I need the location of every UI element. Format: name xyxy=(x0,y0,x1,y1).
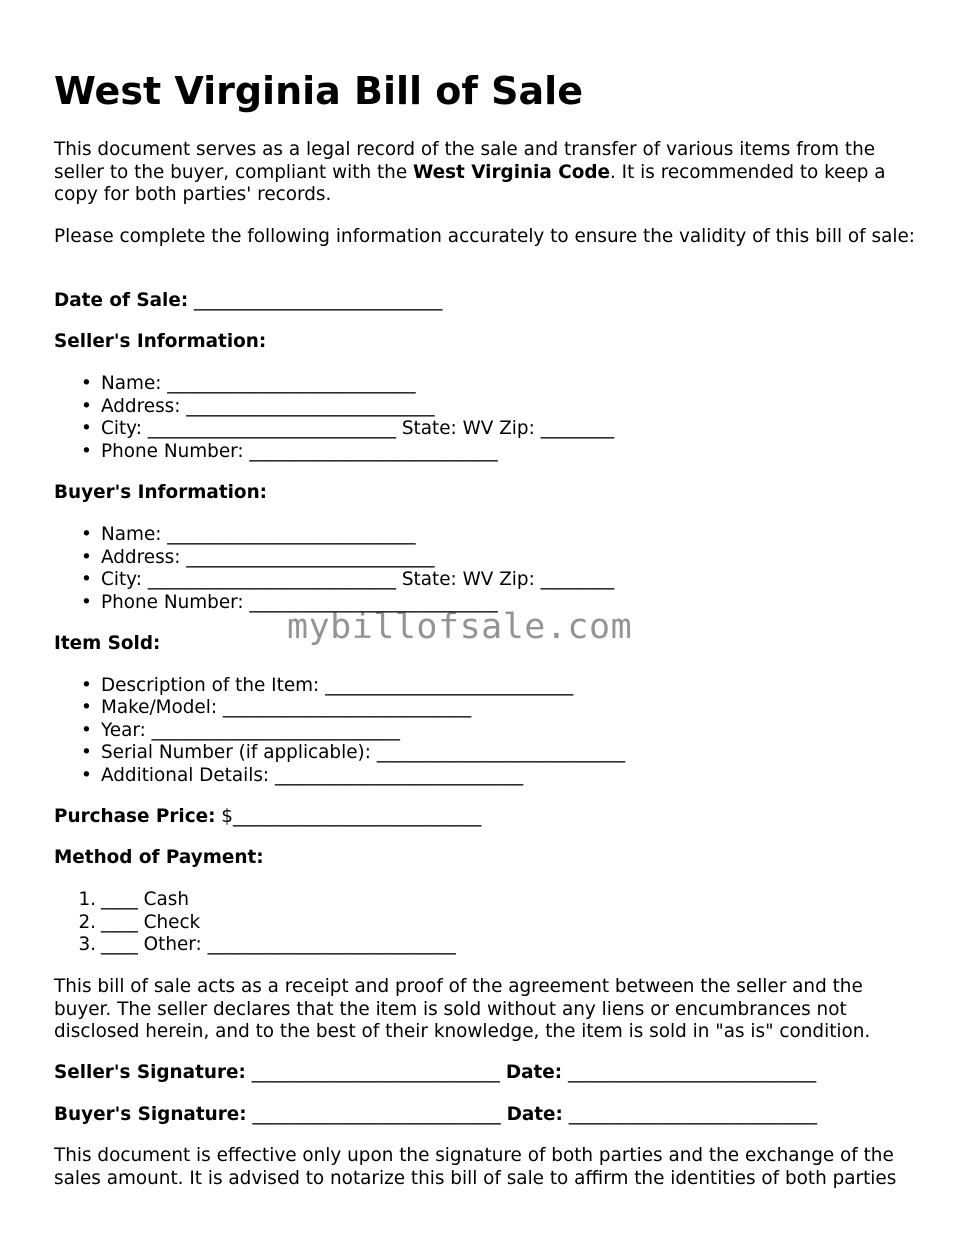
purchase-price-field[interactable]: $___________________________ xyxy=(215,806,482,827)
closing-paragraph: This document is effective only upon the signature of both parties and the exchange of the sales amount. It is advised to notarize this bill of sale to affirm the identities of both parties xyxy=(54,1145,897,1189)
buyer-name-field[interactable]: Name: ___________________________ xyxy=(101,524,416,545)
bullet-icon: • xyxy=(81,765,92,786)
bullet-icon: • xyxy=(81,697,92,718)
buyer-address-field[interactable]: Address: ___________________________ xyxy=(101,547,435,568)
item-sold-heading: Item Sold: xyxy=(54,633,161,654)
date-of-sale-line xyxy=(54,290,442,313)
seller-signature-line xyxy=(54,1062,816,1085)
receipt-paragraph: This bill of sale acts as a receipt and proof of the agreement between the seller and the buyer. The seller declares that the item is sold without any liens or encumbrances not disclosed herein, and to the best of their knowledge, the item is sold in "as is" condition. xyxy=(54,976,871,1043)
item-details-field[interactable]: Additional Details: ___________________________ xyxy=(101,765,524,786)
seller-city-field[interactable]: City: ___________________________ State: WV Zip: ________ xyxy=(101,418,615,439)
payment-heading: Method of Payment: xyxy=(54,847,264,868)
item-serial-field[interactable]: Serial Number (if applicable): ___________________________ xyxy=(101,742,626,763)
bullet-icon: • xyxy=(81,524,92,545)
seller-name-field[interactable]: Name: ___________________________ xyxy=(101,373,416,394)
instruction-paragraph: Please complete the following information accurately to ensure the validity of this bill of sale: xyxy=(54,226,915,247)
bullet-icon: • xyxy=(81,592,92,613)
list-number: 1. xyxy=(78,889,96,910)
buyer-heading: Buyer's Information: xyxy=(54,482,268,503)
list-number: 2. xyxy=(78,912,96,933)
bullet-icon: • xyxy=(81,675,92,696)
buyer-signature-label: Buyer's Signature: xyxy=(54,1104,247,1125)
item-description-field[interactable]: Description of the Item: ___________________________ xyxy=(101,675,574,696)
intro-text-1: This document serves as a legal record of the sale and transfer of various items from the seller to the buyer, compliant with the xyxy=(54,139,876,183)
seller-date-label: Date: xyxy=(505,1062,563,1083)
intro-bold-text: West Virginia Code xyxy=(413,161,610,183)
bullet-icon: • xyxy=(81,742,92,763)
buyer-date-label: Date: xyxy=(506,1104,563,1125)
payment-check-option[interactable]: ____ Check xyxy=(101,912,201,933)
buyer-signature-field[interactable]: ___________________________ xyxy=(246,1104,507,1125)
bullet-icon: • xyxy=(81,569,92,590)
bullet-icon: • xyxy=(81,441,92,462)
purchase-price-label: Purchase Price: xyxy=(54,806,216,827)
date-of-sale-label: Date of Sale: xyxy=(54,290,189,311)
payment-cash-option[interactable]: ____ Cash xyxy=(101,889,189,910)
bullet-icon: • xyxy=(81,547,92,568)
seller-heading: Seller's Information: xyxy=(54,331,267,352)
bullet-icon: • xyxy=(81,418,92,439)
buyer-date-field[interactable]: ___________________________ xyxy=(562,1104,818,1125)
bullet-icon: • xyxy=(81,720,92,741)
bullet-icon: • xyxy=(81,396,92,417)
bullet-icon: • xyxy=(81,373,92,394)
buyer-city-field[interactable]: City: ___________________________ State: WV Zip: ________ xyxy=(101,569,615,590)
purchase-price-line xyxy=(54,806,481,829)
payment-other-option[interactable]: ____ Other: ___________________________ xyxy=(101,934,456,955)
seller-signature-field[interactable]: ___________________________ xyxy=(245,1062,506,1083)
buyer-signature-line xyxy=(54,1104,817,1127)
document-title: West Virginia Bill of Sale xyxy=(54,69,583,113)
item-year-field[interactable]: Year: ___________________________ xyxy=(101,720,400,741)
list-number: 3. xyxy=(78,934,96,955)
seller-address-field[interactable]: Address: ___________________________ xyxy=(101,396,435,417)
intro-paragraph xyxy=(54,139,924,207)
seller-signature-label: Seller's Signature: xyxy=(54,1062,246,1083)
item-make-model-field[interactable]: Make/Model: ___________________________ xyxy=(101,697,472,718)
buyer-phone-field[interactable]: Phone Number: ___________________________ xyxy=(101,592,498,613)
seller-phone-field[interactable]: Phone Number: ___________________________ xyxy=(101,441,498,462)
date-of-sale-blank[interactable]: ___________________________ xyxy=(188,290,443,311)
intro-text-2: . It is recommended to keep a copy for both parties' records. xyxy=(54,161,886,206)
watermark: mybillofsale.com xyxy=(287,607,633,647)
seller-date-field[interactable]: ___________________________ xyxy=(562,1062,817,1083)
